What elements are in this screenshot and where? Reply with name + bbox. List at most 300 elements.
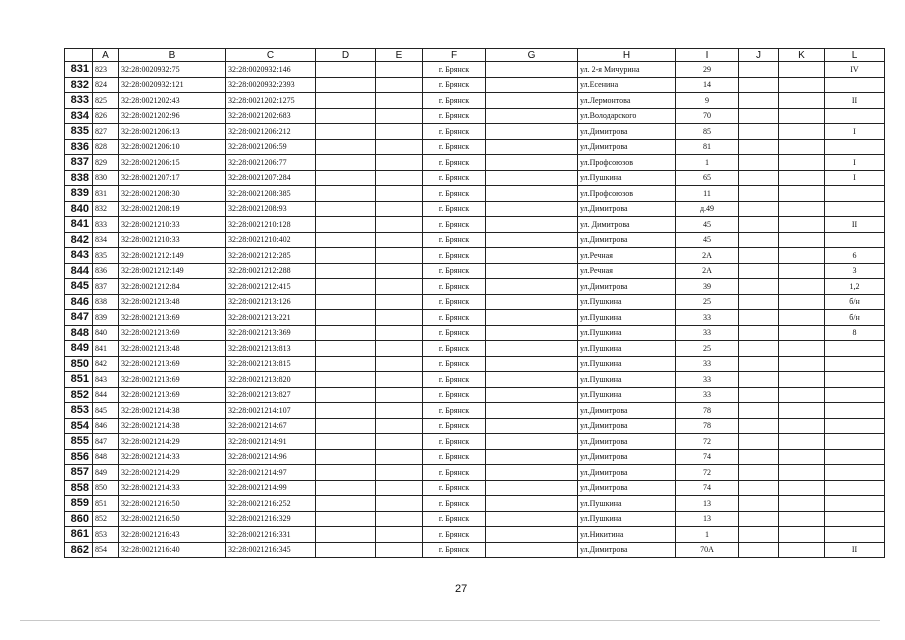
cell-e[interactable] [376,186,423,202]
cell-f[interactable]: г. Брянск [423,387,486,403]
cell-l[interactable] [825,480,885,496]
cell-c[interactable]: 32:28:0021212:288 [226,263,316,279]
cell-d[interactable] [316,449,376,465]
row-number[interactable]: 853 [65,403,93,419]
cell-a[interactable]: 840 [93,325,119,341]
cell-h[interactable]: ул.Пушкина [578,511,676,527]
cell-c[interactable]: 32:28:0021213:815 [226,356,316,372]
cell-i[interactable]: 85 [676,124,739,140]
cell-f[interactable]: г. Брянск [423,325,486,341]
cell-i[interactable]: 13 [676,511,739,527]
cell-e[interactable] [376,155,423,171]
cell-l[interactable] [825,372,885,388]
cell-h[interactable]: ул.Пушкина [578,170,676,186]
cell-f[interactable]: г. Брянск [423,217,486,233]
cell-l[interactable]: 3 [825,263,885,279]
cell-k[interactable] [779,201,825,217]
cell-b[interactable]: 32:28:0021214:38 [119,418,226,434]
cell-j[interactable] [739,62,779,78]
cell-a[interactable]: 827 [93,124,119,140]
cell-e[interactable] [376,434,423,450]
cell-d[interactable] [316,62,376,78]
cell-i[interactable]: 45 [676,232,739,248]
cell-b[interactable]: 32:28:0021213:69 [119,310,226,326]
cell-i[interactable]: 1 [676,527,739,543]
cell-a[interactable]: 845 [93,403,119,419]
cell-i[interactable]: 29 [676,62,739,78]
cell-g[interactable] [486,310,578,326]
cell-e[interactable] [376,496,423,512]
cell-d[interactable] [316,139,376,155]
cell-d[interactable] [316,387,376,403]
cell-f[interactable]: г. Брянск [423,418,486,434]
cell-h[interactable]: ул.Димитрова [578,418,676,434]
cell-l[interactable]: б/н [825,310,885,326]
cell-i[interactable]: 1 [676,155,739,171]
cell-e[interactable] [376,527,423,543]
cell-c[interactable]: 32:28:0021202:1275 [226,93,316,109]
row-number[interactable]: 843 [65,248,93,264]
cell-b[interactable]: 32:28:0021214:33 [119,449,226,465]
cell-a[interactable]: 852 [93,511,119,527]
cell-b[interactable]: 32:28:0021213:69 [119,356,226,372]
cell-e[interactable] [376,403,423,419]
cell-e[interactable] [376,93,423,109]
row-number[interactable]: 847 [65,310,93,326]
cell-a[interactable]: 826 [93,108,119,124]
cell-c[interactable]: 32:28:0020932:146 [226,62,316,78]
cell-j[interactable] [739,418,779,434]
cell-j[interactable] [739,139,779,155]
cell-d[interactable] [316,465,376,481]
column-header-a[interactable]: A [93,49,119,62]
cell-e[interactable] [376,310,423,326]
cell-f[interactable]: г. Брянск [423,62,486,78]
cell-c[interactable]: 32:28:0021213:827 [226,387,316,403]
cell-f[interactable]: г. Брянск [423,139,486,155]
cell-h[interactable]: ул.Лермонтова [578,93,676,109]
cell-l[interactable]: II [825,542,885,558]
cell-g[interactable] [486,155,578,171]
cell-d[interactable] [316,511,376,527]
cell-k[interactable] [779,480,825,496]
cell-b[interactable]: 32:28:0021212:84 [119,279,226,295]
cell-e[interactable] [376,232,423,248]
cell-c[interactable]: 32:28:0021208:385 [226,186,316,202]
cell-k[interactable] [779,279,825,295]
cell-d[interactable] [316,356,376,372]
cell-l[interactable]: I [825,170,885,186]
cell-d[interactable] [316,496,376,512]
cell-e[interactable] [376,341,423,357]
cell-b[interactable]: 32:28:0021214:38 [119,403,226,419]
cell-c[interactable]: 32:28:0021206:212 [226,124,316,140]
cell-a[interactable]: 847 [93,434,119,450]
cell-j[interactable] [739,232,779,248]
cell-k[interactable] [779,387,825,403]
column-header-i[interactable]: I [676,49,739,62]
cell-b[interactable]: 32:28:0021214:29 [119,465,226,481]
cell-h[interactable]: ул.Димитрова [578,465,676,481]
cell-e[interactable] [376,248,423,264]
cell-i[interactable]: 78 [676,418,739,434]
cell-a[interactable]: 835 [93,248,119,264]
cell-c[interactable]: 32:28:0021206:77 [226,155,316,171]
cell-a[interactable]: 848 [93,449,119,465]
cell-k[interactable] [779,310,825,326]
cell-c[interactable]: 32:28:0021213:221 [226,310,316,326]
cell-j[interactable] [739,356,779,372]
cell-e[interactable] [376,356,423,372]
cell-d[interactable] [316,434,376,450]
cell-e[interactable] [376,62,423,78]
row-number[interactable]: 836 [65,139,93,155]
cell-a[interactable]: 844 [93,387,119,403]
cell-b[interactable]: 32:28:0021212:149 [119,263,226,279]
row-number[interactable]: 833 [65,93,93,109]
row-number[interactable]: 832 [65,77,93,93]
cell-j[interactable] [739,434,779,450]
cell-d[interactable] [316,248,376,264]
cell-h[interactable]: ул.Димитрова [578,279,676,295]
cell-c[interactable]: 32:28:0021213:369 [226,325,316,341]
cell-a[interactable]: 842 [93,356,119,372]
cell-i[interactable]: 33 [676,325,739,341]
cell-l[interactable]: IV [825,62,885,78]
cell-e[interactable] [376,480,423,496]
cell-h[interactable]: ул.Пушкина [578,387,676,403]
cell-b[interactable]: 32:28:0021214:33 [119,480,226,496]
cell-a[interactable]: 823 [93,62,119,78]
cell-g[interactable] [486,465,578,481]
cell-j[interactable] [739,294,779,310]
row-number[interactable]: 838 [65,170,93,186]
cell-b[interactable]: 32:28:0021213:48 [119,341,226,357]
cell-k[interactable] [779,434,825,450]
cell-d[interactable] [316,310,376,326]
cell-e[interactable] [376,217,423,233]
cell-h[interactable]: ул. Димитрова [578,217,676,233]
cell-h[interactable]: ул.Димитрова [578,403,676,419]
cell-a[interactable]: 843 [93,372,119,388]
cell-e[interactable] [376,418,423,434]
cell-c[interactable]: 32:28:0021207:284 [226,170,316,186]
cell-i[interactable]: д.49 [676,201,739,217]
cell-h[interactable]: ул.Димитрова [578,201,676,217]
cell-c[interactable]: 32:28:0021216:329 [226,511,316,527]
column-header-h[interactable]: H [578,49,676,62]
cell-j[interactable] [739,93,779,109]
cell-f[interactable]: г. Брянск [423,170,486,186]
cell-e[interactable] [376,449,423,465]
cell-d[interactable] [316,403,376,419]
cell-g[interactable] [486,93,578,109]
cell-i[interactable]: 33 [676,310,739,326]
cell-f[interactable]: г. Брянск [423,465,486,481]
row-number[interactable]: 858 [65,480,93,496]
cell-c[interactable]: 32:28:0021213:820 [226,372,316,388]
cell-j[interactable] [739,480,779,496]
cell-l[interactable] [825,201,885,217]
cell-g[interactable] [486,279,578,295]
cell-k[interactable] [779,248,825,264]
cell-b[interactable]: 32:28:0021210:33 [119,217,226,233]
cell-b[interactable]: 32:28:0021216:40 [119,542,226,558]
cell-j[interactable] [739,387,779,403]
cell-a[interactable]: 851 [93,496,119,512]
cell-f[interactable]: г. Брянск [423,496,486,512]
cell-h[interactable]: ул.Профсоюзов [578,155,676,171]
cell-j[interactable] [739,527,779,543]
cell-k[interactable] [779,108,825,124]
cell-f[interactable]: г. Брянск [423,356,486,372]
cell-l[interactable] [825,511,885,527]
row-number[interactable]: 862 [65,542,93,558]
cell-i[interactable]: 33 [676,372,739,388]
cell-k[interactable] [779,139,825,155]
cell-g[interactable] [486,480,578,496]
cell-k[interactable] [779,124,825,140]
cell-k[interactable] [779,217,825,233]
column-header-c[interactable]: C [226,49,316,62]
cell-l[interactable] [825,356,885,372]
cell-l[interactable] [825,496,885,512]
cell-c[interactable]: 32:28:0021216:252 [226,496,316,512]
cell-h[interactable]: ул.Димитрова [578,434,676,450]
cell-a[interactable]: 832 [93,201,119,217]
column-header-k[interactable]: K [779,49,825,62]
cell-e[interactable] [376,387,423,403]
cell-e[interactable] [376,465,423,481]
cell-f[interactable]: г. Брянск [423,232,486,248]
cell-b[interactable]: 32:28:0021216:43 [119,527,226,543]
cell-d[interactable] [316,341,376,357]
cell-e[interactable] [376,170,423,186]
cell-i[interactable]: 45 [676,217,739,233]
cell-g[interactable] [486,418,578,434]
cell-b[interactable]: 32:28:0021206:13 [119,124,226,140]
cell-l[interactable] [825,465,885,481]
cell-e[interactable] [376,201,423,217]
cell-e[interactable] [376,511,423,527]
column-header-b[interactable]: B [119,49,226,62]
cell-l[interactable] [825,108,885,124]
cell-b[interactable]: 32:28:0021208:30 [119,186,226,202]
cell-h[interactable]: ул.Димитрова [578,480,676,496]
column-header-g[interactable]: G [486,49,578,62]
cell-i[interactable]: 25 [676,294,739,310]
row-number[interactable]: 846 [65,294,93,310]
cell-b[interactable]: 32:28:0021213:69 [119,372,226,388]
cell-f[interactable]: г. Брянск [423,155,486,171]
cell-g[interactable] [486,201,578,217]
cell-k[interactable] [779,325,825,341]
cell-a[interactable]: 846 [93,418,119,434]
cell-h[interactable]: ул.Никитина [578,527,676,543]
cell-l[interactable]: б/н [825,294,885,310]
cell-i[interactable]: 33 [676,387,739,403]
cell-h[interactable]: ул.Пушкина [578,356,676,372]
cell-c[interactable]: 32:28:0021216:345 [226,542,316,558]
cell-a[interactable]: 825 [93,93,119,109]
cell-b[interactable]: 32:28:0021216:50 [119,511,226,527]
row-number[interactable]: 859 [65,496,93,512]
cell-g[interactable] [486,387,578,403]
cell-c[interactable]: 32:28:0021214:107 [226,403,316,419]
cell-j[interactable] [739,263,779,279]
cell-c[interactable]: 32:28:0021213:126 [226,294,316,310]
cell-d[interactable] [316,263,376,279]
cell-f[interactable]: г. Брянск [423,341,486,357]
cell-f[interactable]: г. Брянск [423,77,486,93]
cell-c[interactable]: 32:28:0021214:99 [226,480,316,496]
cell-k[interactable] [779,465,825,481]
cell-i[interactable]: 13 [676,496,739,512]
cell-a[interactable]: 824 [93,77,119,93]
cell-a[interactable]: 829 [93,155,119,171]
row-number[interactable]: 850 [65,356,93,372]
cell-d[interactable] [316,372,376,388]
row-number[interactable]: 856 [65,449,93,465]
cell-c[interactable]: 32:28:0021213:813 [226,341,316,357]
cell-d[interactable] [316,170,376,186]
row-number[interactable]: 854 [65,418,93,434]
row-number[interactable]: 851 [65,372,93,388]
cell-j[interactable] [739,217,779,233]
cell-j[interactable] [739,403,779,419]
cell-k[interactable] [779,155,825,171]
row-number[interactable]: 861 [65,527,93,543]
cell-k[interactable] [779,527,825,543]
cell-e[interactable] [376,77,423,93]
cell-d[interactable] [316,108,376,124]
cell-h[interactable]: ул.Пушкина [578,294,676,310]
row-number[interactable]: 842 [65,232,93,248]
row-number[interactable]: 841 [65,217,93,233]
cell-a[interactable]: 849 [93,465,119,481]
cell-j[interactable] [739,186,779,202]
cell-e[interactable] [376,372,423,388]
cell-h[interactable]: ул.Пушкина [578,372,676,388]
cell-h[interactable]: ул.Димитрова [578,232,676,248]
cell-k[interactable] [779,372,825,388]
row-number[interactable]: 849 [65,341,93,357]
row-number[interactable]: 834 [65,108,93,124]
cell-l[interactable]: 8 [825,325,885,341]
row-number[interactable]: 839 [65,186,93,202]
cell-d[interactable] [316,279,376,295]
cell-c[interactable]: 32:28:0021214:67 [226,418,316,434]
cell-e[interactable] [376,294,423,310]
cell-l[interactable] [825,139,885,155]
cell-h[interactable]: ул.Пушкина [578,341,676,357]
cell-g[interactable] [486,511,578,527]
cell-l[interactable] [825,434,885,450]
cell-b[interactable]: 32:28:0021213:69 [119,325,226,341]
cell-i[interactable]: 33 [676,356,739,372]
cell-e[interactable] [376,108,423,124]
cell-j[interactable] [739,511,779,527]
column-header-e[interactable]: E [376,49,423,62]
cell-l[interactable] [825,527,885,543]
cell-g[interactable] [486,186,578,202]
cell-e[interactable] [376,325,423,341]
cell-g[interactable] [486,124,578,140]
cell-l[interactable] [825,387,885,403]
cell-k[interactable] [779,542,825,558]
cell-f[interactable]: г. Брянск [423,294,486,310]
cell-i[interactable]: 72 [676,465,739,481]
cell-k[interactable] [779,263,825,279]
cell-a[interactable]: 833 [93,217,119,233]
cell-f[interactable]: г. Брянск [423,248,486,264]
cell-d[interactable] [316,186,376,202]
column-header-l[interactable]: L [825,49,885,62]
cell-g[interactable] [486,356,578,372]
cell-i[interactable]: 9 [676,93,739,109]
cell-g[interactable] [486,108,578,124]
cell-i[interactable]: 65 [676,170,739,186]
row-number[interactable]: 831 [65,62,93,78]
cell-h[interactable]: ул.Димитрова [578,124,676,140]
cell-f[interactable]: г. Брянск [423,480,486,496]
cell-b[interactable]: 32:28:0021213:69 [119,387,226,403]
cell-h[interactable]: ул.Речная [578,263,676,279]
cell-f[interactable]: г. Брянск [423,434,486,450]
cell-c[interactable]: 32:28:0021210:128 [226,217,316,233]
row-number[interactable]: 855 [65,434,93,450]
cell-b[interactable]: 32:28:0021212:149 [119,248,226,264]
cell-i[interactable]: 2А [676,248,739,264]
cell-l[interactable]: I [825,124,885,140]
cell-f[interactable]: г. Брянск [423,108,486,124]
cell-j[interactable] [739,496,779,512]
cell-i[interactable]: 72 [676,434,739,450]
cell-d[interactable] [316,294,376,310]
cell-g[interactable] [486,372,578,388]
cell-a[interactable]: 828 [93,139,119,155]
cell-h[interactable]: ул.Пушкина [578,325,676,341]
row-number[interactable]: 837 [65,155,93,171]
cell-i[interactable]: 2А [676,263,739,279]
cell-j[interactable] [739,325,779,341]
cell-l[interactable] [825,77,885,93]
row-number[interactable]: 835 [65,124,93,140]
cell-k[interactable] [779,418,825,434]
cell-b[interactable]: 32:28:0021207:17 [119,170,226,186]
cell-b[interactable]: 32:28:0021210:33 [119,232,226,248]
cell-e[interactable] [376,279,423,295]
cell-i[interactable]: 74 [676,480,739,496]
cell-e[interactable] [376,124,423,140]
cell-h[interactable]: ул.Пушкина [578,310,676,326]
cell-g[interactable] [486,434,578,450]
cell-g[interactable] [486,232,578,248]
cell-l[interactable] [825,418,885,434]
cell-a[interactable]: 837 [93,279,119,295]
cell-c[interactable]: 32:28:0021216:331 [226,527,316,543]
cell-i[interactable]: 74 [676,449,739,465]
cell-b[interactable]: 32:28:0020932:121 [119,77,226,93]
cell-j[interactable] [739,108,779,124]
row-number[interactable]: 860 [65,511,93,527]
cell-k[interactable] [779,77,825,93]
cell-g[interactable] [486,139,578,155]
cell-d[interactable] [316,418,376,434]
cell-f[interactable]: г. Брянск [423,93,486,109]
cell-f[interactable]: г. Брянск [423,372,486,388]
cell-k[interactable] [779,62,825,78]
